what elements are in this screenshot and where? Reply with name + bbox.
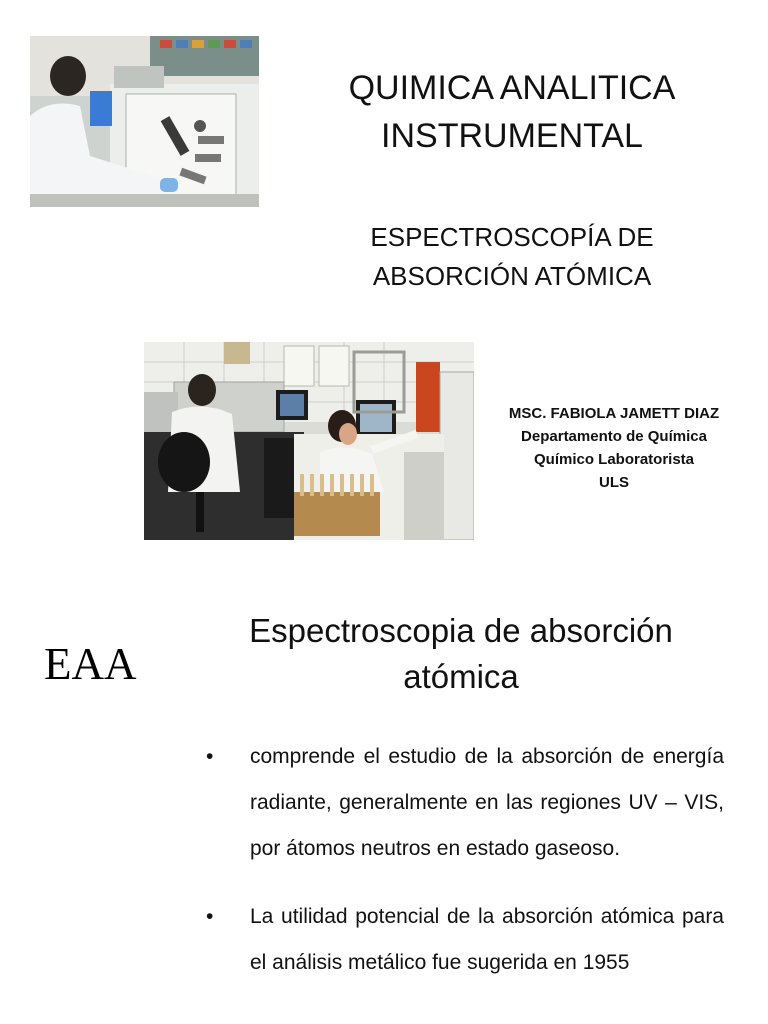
bullet-text: La utilidad potencial de la absorción atómica para el análisis metálico fue sugerida en 1955	[250, 905, 724, 974]
bullet-marker: •	[206, 905, 214, 928]
author-block	[478, 402, 750, 494]
author-role: Químico Laboratorista	[533, 451, 695, 468]
bullet-text: comprende el estudio de la absorción de energía radiante, generalmente en las regiones UV – VIS, por átomos neutros en estado gaseoso.	[250, 745, 724, 860]
subtitle-line-1: ESPECTROSCOPÍA DE	[370, 222, 654, 252]
author-department: Departamento de Química	[521, 428, 707, 445]
subtitle-line-2: ABSORCIÓN ATÓMICA	[372, 261, 652, 291]
slide-title	[226, 608, 696, 700]
title-line-2: INSTRUMENTAL	[381, 117, 643, 155]
side-label-eaa: EAA	[44, 639, 137, 689]
presentation-title	[300, 64, 724, 160]
bullet-marker: •	[206, 745, 214, 768]
bullet-list	[206, 734, 724, 1008]
author-institution: ULS	[599, 474, 629, 491]
content-slide	[0, 566, 768, 1024]
slide-title-line-2: atómica	[403, 658, 519, 695]
lab-photo-instrument	[30, 36, 259, 207]
bullet-item	[206, 894, 724, 986]
lab-photo-workstation	[144, 342, 474, 540]
presentation-subtitle	[300, 218, 724, 296]
author-name: MSC. FABIOLA JAMETT DIAZ	[508, 405, 720, 422]
slide-title-line-1: Espectroscopia de absorción	[249, 612, 673, 649]
title-line-1: QUIMICA ANALITICA	[348, 69, 676, 107]
bullet-item	[206, 734, 724, 872]
